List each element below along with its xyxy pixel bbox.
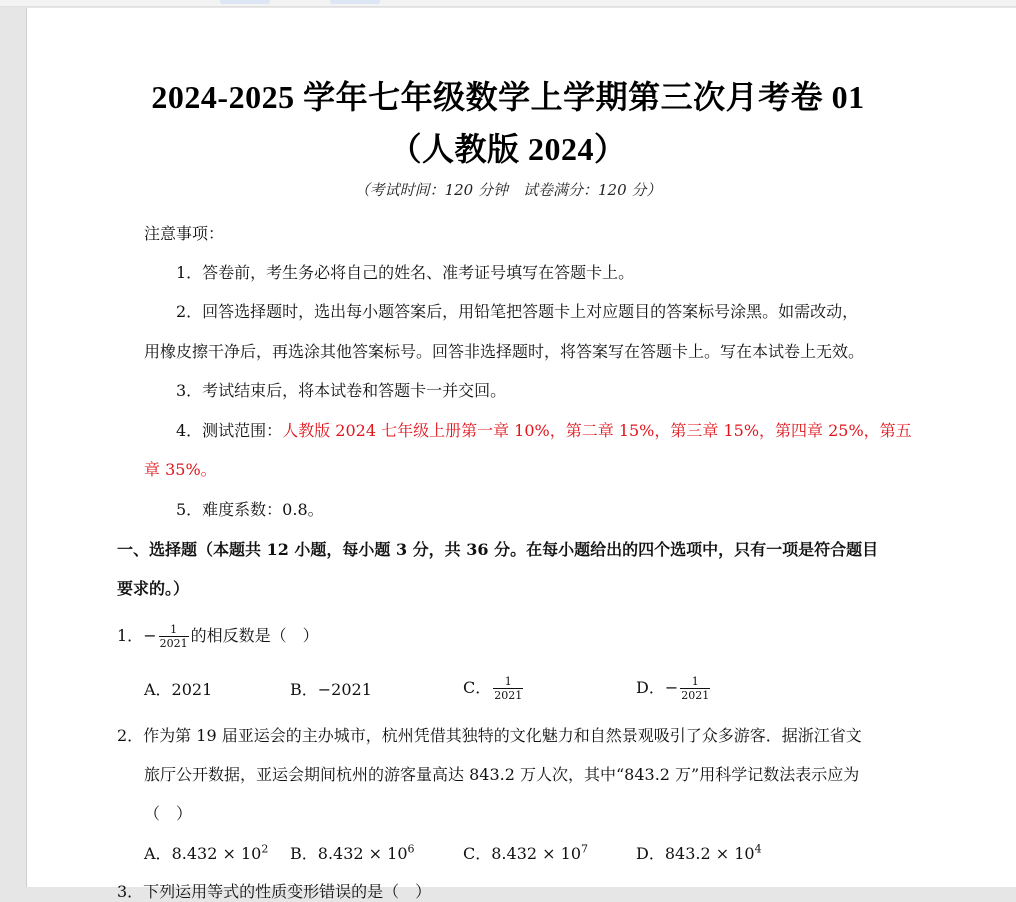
q1-option-c-den: 2021 [494,689,523,702]
q2-option-b [290,841,415,864]
q1-option-d-minus: − [664,678,679,697]
q2-option-d-base: 843.2 × 10 [664,844,755,863]
q1-option-a: A．2021 [144,680,213,699]
q1-frac-num: 1 [159,623,189,637]
doc-title-line1: 2024-2025 学年七年级数学上学期第三次月考卷 01 [151,79,865,115]
note-4-line1 [176,418,912,441]
q2-option-c-label: C． [463,844,492,863]
section-1-heading-cont: 要求的。） [117,579,190,598]
q1-fraction [159,623,189,650]
q1-option-c-fraction [493,675,523,702]
q1-option-d-label: D． [636,678,665,697]
q2-option-a [144,841,268,864]
q1-stem: 的相反数是（ ） [190,626,319,645]
q1-minus: − [143,626,157,645]
q2-option-d-exp: 4 [754,842,762,856]
q1-option-d-fraction [680,675,710,702]
viewer-top-strip [0,0,1016,7]
tab-indicator [220,0,270,4]
q1-option-c-label: C． [463,678,492,697]
q1-number: 1． [117,626,144,645]
q2-option-a-exp: 2 [261,842,269,856]
question-2-line3: （ ） [144,804,193,823]
q1-option-d [636,675,712,702]
q2-option-a-label: A． [144,844,172,863]
q1-option-b-value: −2021 [317,680,372,699]
q1-option-b-label: B． [290,680,318,699]
note-3: 3．考试结束后，将本试卷和答题卡一并交回。 [176,381,507,400]
question-2-line1: 2．作为第 19 届亚运会的主办城市，杭州凭借其独特的文化魅力和自然景观吸引了众多游客．据浙江省文 [117,726,862,745]
q2-option-c-base: 8.432 × 10 [491,844,581,863]
q1-frac-den: 2021 [159,637,188,650]
q2-option-b-base: 8.432 × 10 [317,844,408,863]
q1-option-c-num: 1 [493,675,523,689]
q2-option-b-exp: 6 [407,842,415,856]
note-4-line2: 章 35%。 [144,460,217,479]
note-4-scope: 人教版 2024 七年级上册第一章 10%，第二章 15%，第三章 15%，第四章 25%，第五 [282,421,912,440]
note-2-line1: 2．回答选择题时，选出每小题答案后，用铅笔把答题卡上对应题目的答案标号涂黑。如需改动， [176,302,859,321]
note-2-line2: 用橡皮擦干净后，再选涂其他答案标号。回答非选择题时，将答案写在答题卡上。写在本试卷上无效。 [144,342,865,361]
q1-option-c [463,675,525,702]
tab-indicator [330,0,380,4]
question-2-line2: 旅厅公开数据，亚运会期间杭州的游客量高达 843.2 万人次，其中“843.2 万”用科学记数法表示应为 [144,765,860,784]
q2-option-d [636,841,762,864]
exam-info: （考试时间：120 分钟 试卷满分：120 分） [354,181,662,199]
q1-option-d-num: 1 [680,675,710,689]
q1-option-b [290,677,372,700]
q2-option-c-exp: 7 [581,842,588,856]
q2-option-c [463,841,588,864]
note-5: 5．难度系数：0.8。 [176,500,324,519]
q2-option-a-base: 8.432 × 10 [171,844,262,863]
q2-option-d-label: D． [636,844,665,863]
question-1 [117,623,319,650]
notes-heading: 注意事项： [144,224,225,243]
question-3-partial: 3．下列运用等式的性质变形错误的是（ ） [117,882,432,901]
note-1: 1．答卷前，考生务必将自己的姓名、准考证号填写在答题卡上。 [176,263,635,282]
doc-title-line2: （人教版 2024） [389,131,627,167]
q1-option-d-den: 2021 [681,689,710,702]
section-1-heading: 一、选择题（本题共 12 小题，每小题 3 分，共 36 分。在每小题给出的四个选项中，只有一项是符合题目 [117,540,879,559]
note-4-prefix: 4．测试范围： [176,421,283,440]
q2-option-b-label: B． [290,844,318,863]
